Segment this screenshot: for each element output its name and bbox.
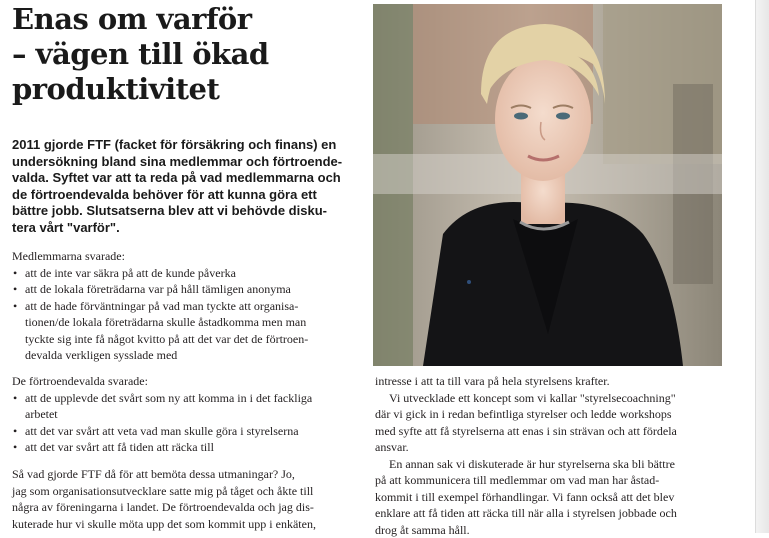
title-line: – vägen till ökad <box>12 37 362 72</box>
portrait-photo <box>373 4 722 366</box>
bullet-icon: • <box>13 298 17 315</box>
members-heading: Medlemmarna svarade: <box>12 248 367 265</box>
elected-heading: De förtroendevalda svarade: <box>12 373 367 390</box>
intro-line: bättre jobb. Slutsatserna blev att vi behövde disku- <box>12 203 364 220</box>
closing-paragraph <box>12 466 367 532</box>
column2-line: enklare att få tiden att räcka till när alla i styrelsen jobbade och <box>375 505 725 522</box>
list-item: • att det var svårt att få tiden att räcka till <box>12 439 367 456</box>
closing-line: Så vad gjorde FTF då för att bemöta dessa utmaningar? Jo, <box>12 466 367 483</box>
intro-line: valda. Syftet var att ta reda på vad medlemmarna och <box>12 170 364 187</box>
list-item: • att de upplevde det svårt som ny att komma in i det fackliga arbetet <box>12 390 367 423</box>
column2-line: En annan sak vi diskuterade är hur styrelserna ska bli bättre <box>375 456 725 473</box>
list-item: • att det var svårt att veta vad man skulle göra i styrelserna <box>12 423 367 440</box>
bullet-icon: • <box>13 265 17 282</box>
column2-line: Vi utvecklade ett koncept som vi kallar "styrelsecoachning" <box>375 390 725 407</box>
intro-line: de förtroendevalda behöver för att kunna göra ett <box>12 187 364 204</box>
portrait-photo-icon <box>373 4 722 366</box>
bullet-icon: • <box>13 281 17 298</box>
bullet-icon: • <box>13 423 17 440</box>
elected-list <box>12 390 367 456</box>
intro-paragraph <box>12 137 364 236</box>
bullet-icon: • <box>13 439 17 456</box>
second-column <box>375 373 725 538</box>
column2-line: drog åt samma håll. <box>375 522 725 538</box>
closing-line: några av föreningarna i landet. De förtroendevalda och jag dis- <box>12 499 367 516</box>
column2-line: ansvar. <box>375 439 725 456</box>
members-list <box>12 265 367 364</box>
list-item: • att de hade förväntningar på vad man tyckte att organisa- tionen/de lokala företrädarna skulle åstadkomma men man tyckte sig inte få något kvitto på att det var det de förtroen- devalda verkligen sysslade med <box>12 298 367 364</box>
title-line: Enas om varför <box>12 2 362 37</box>
list-item: • att de inte var säkra på att de kunde påverka <box>12 265 367 282</box>
vertical-scrollbar[interactable] <box>755 0 769 533</box>
column2-line: där vi gick in i redan befintliga styrelser och ledde workshops <box>375 406 725 423</box>
article-title <box>12 2 362 107</box>
closing-line: kuterade hur vi skulle möta upp det som kommit upp i enkäten, <box>12 516 367 533</box>
closing-line: jag som organisationsutvecklare satte mig på tåget och åkte till <box>12 483 367 500</box>
bullet-icon: • <box>13 390 17 407</box>
column2-line: kommit i till exempel förhandlingar. Vi fann också att det blev <box>375 489 725 506</box>
column2-line: med syfte att få styrelserna att enas i sin strävan och att fördela <box>375 423 725 440</box>
list-item: • att de lokala företrädarna var på håll tämligen anonyma <box>12 281 367 298</box>
column2-line: intresse i att ta till vara på hela styrelsens krafter. <box>375 373 725 390</box>
elected-section <box>12 373 367 456</box>
intro-line: undersökning bland sina medlemmar och förtroende- <box>12 154 364 171</box>
intro-line: 2011 gjorde FTF (facket för försäkring och finans) en <box>12 137 364 154</box>
members-section <box>12 248 367 364</box>
title-line: produktivitet <box>12 72 362 107</box>
intro-line: tera vårt "varför". <box>12 220 364 237</box>
column2-line: på att kommunicera till medlemmar om vad man har åstad- <box>375 472 725 489</box>
